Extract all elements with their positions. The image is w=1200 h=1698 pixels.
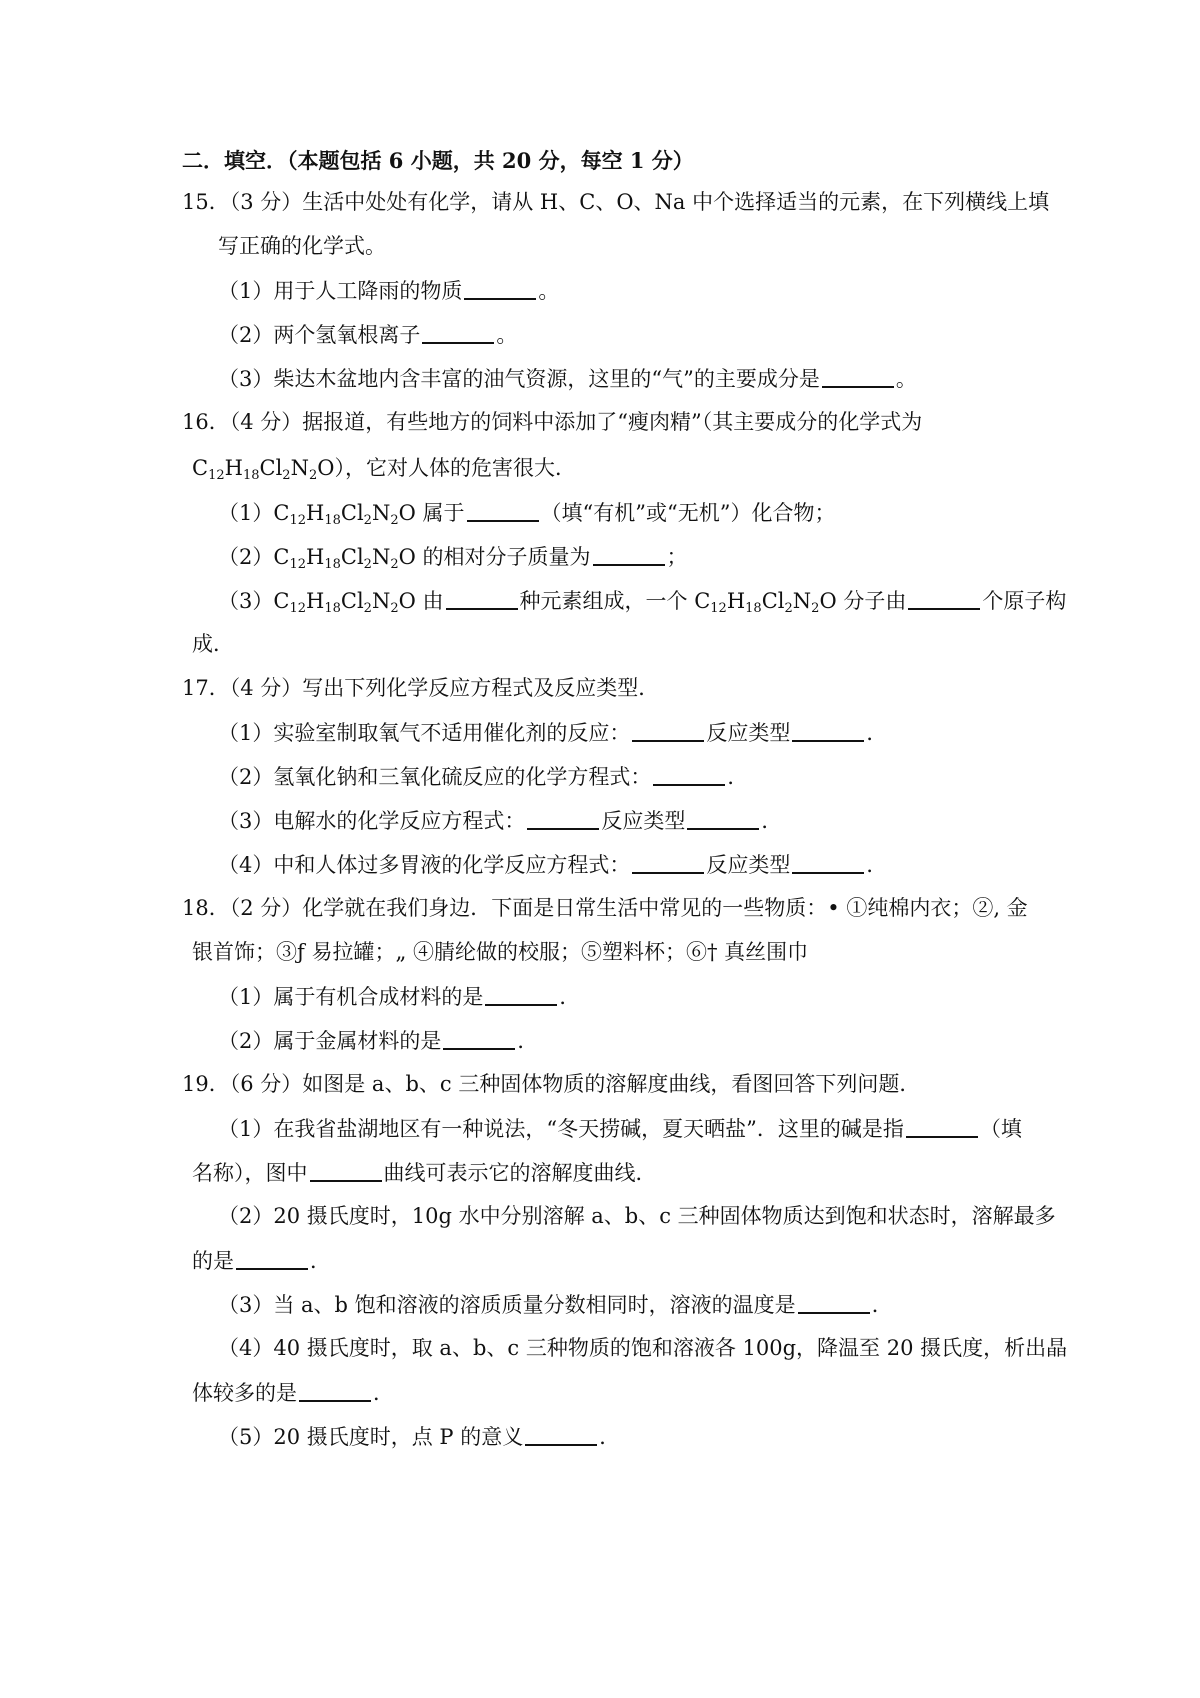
q18-stem-line2: 银首饰；③ƒ 易拉罐；„ ④腈纶做的校服；⑤塑料杯；⑥† 真丝围巾 <box>192 940 809 964</box>
q17-part4: （4）中和人体过多胃液的化学反应方程式： 反应类型 ． <box>218 853 888 877</box>
answer-blank[interactable] <box>464 280 536 300</box>
q16-stem-line2: $C_{12}H_{18}Cl_2N_2O$），它对人体的危害很大． <box>192 456 576 483</box>
answer-blank[interactable] <box>632 722 704 742</box>
answer-blank[interactable] <box>299 1382 371 1402</box>
q19-part4-cont: 体较多的是 ． <box>192 1381 394 1405</box>
answer-blank[interactable] <box>792 722 864 742</box>
formula: $C_{12}H_{18}Cl_2N_2O$ <box>273 501 416 528</box>
section-heading: 二．填空．（本题包括 6 小题，共 20 分，每空 1 分） <box>182 148 694 173</box>
answer-blank[interactable] <box>443 1030 515 1050</box>
q17-stem: 17．（4 分）写出下列化学反应方程式及反应类型． <box>182 676 660 700</box>
q18-part2: （2）属于金属材料的是 ． <box>218 1029 539 1053</box>
q15-part3: （3）柴达木盆地内含丰富的油气资源，这里的“气”的主要成分是 。 <box>218 367 917 391</box>
answer-blank[interactable] <box>525 1426 597 1446</box>
q17-part3: （3）电解水的化学反应方程式： 反应类型 ． <box>218 809 783 833</box>
formula: $C_{12}H_{18}Cl_2N_2O$ <box>273 545 416 572</box>
answer-blank[interactable] <box>236 1250 308 1270</box>
q19-part5: （5）20 摄氏度时，点 P 的意义 ． <box>218 1425 621 1449</box>
answer-blank[interactable] <box>687 810 759 830</box>
answer-blank[interactable] <box>632 854 704 874</box>
q16-stem-line1: 16．（4 分）据报道，有些地方的饲料中添加了“瘦肉精”（其主要成分的化学式为 <box>182 410 923 434</box>
formula: $C_{12}H_{18}Cl_2N_2O$ <box>192 456 335 483</box>
q19-part1: （1）在我省盐湖地区有一种说法，“冬天捞碱，夏天晒盐”．这里的碱是指 （填 <box>218 1117 1022 1141</box>
answer-blank[interactable] <box>908 590 980 610</box>
q19-stem: 19．（6 分）如图是 a、b、c 三种固体物质的溶解度曲线，看图回答下列问题． <box>182 1072 921 1096</box>
q19-part1-cont: 名称），图中 曲线可表示它的溶解度曲线． <box>192 1161 657 1185</box>
formula: $C_{12}H_{18}Cl_2N_2O$ <box>273 589 416 616</box>
answer-blank[interactable] <box>485 986 557 1006</box>
q17-part2: （2）氢氧化钠和三氧化硫反应的化学方程式： ． <box>218 765 749 789</box>
answer-blank[interactable] <box>422 324 494 344</box>
q19-part2-cont: 的是 ． <box>192 1249 331 1273</box>
formula: $C_{12}H_{18}Cl_2N_2O$ <box>694 589 837 616</box>
q15-part1: （1）用于人工降雨的物质 。 <box>218 279 560 303</box>
q17-part1: （1）实验室制取氧气不适用催化剂的反应： 反应类型 ． <box>218 721 888 745</box>
q15-stem-line1: 15．（3 分）生活中处处有化学，请从 H、C、O、Na 中个选择适当的元素，在下列横线上填 <box>182 190 1050 214</box>
q16-part3-cont: 成． <box>192 632 234 656</box>
q18-part1: （1）属于有机合成材料的是 ． <box>218 985 581 1009</box>
q16-part1: $(1)C_{12}H_{18}Cl_2N_2O$ 属于 （填“有机”或“无机”）化合物； <box>218 501 836 528</box>
q15-stem-line2: 写正确的化学式。 <box>218 234 386 258</box>
answer-blank[interactable] <box>527 810 599 830</box>
answer-blank[interactable] <box>310 1162 382 1182</box>
answer-blank[interactable] <box>446 590 518 610</box>
q19-part3: （3）当 a、b 饱和溶液的溶质质量分数相同时，溶液的温度是 ． <box>218 1293 893 1317</box>
answer-blank[interactable] <box>593 546 665 566</box>
q16-part2: $(2)C_{12}H_{18}Cl_2N_2O$ 的相对分子质量为 ； <box>218 545 688 572</box>
answer-blank[interactable] <box>906 1118 978 1138</box>
answer-blank[interactable] <box>792 854 864 874</box>
answer-blank[interactable] <box>822 368 894 388</box>
answer-blank[interactable] <box>653 766 725 786</box>
q18-stem-line1: 18．（2 分）化学就在我们身边．下面是日常生活中常见的一些物质：• ①纯棉内衣；②, 金 <box>182 896 1028 920</box>
answer-blank[interactable] <box>798 1294 870 1314</box>
q19-part4: （4）40 摄氏度时，取 a、b、c 三种物质的饱和溶液各 100g，降温至 20 摄氏度，析出晶 <box>218 1336 1068 1360</box>
q15-part2: （2）两个氢氧根离子 。 <box>218 323 518 347</box>
q16-part3: $(3)C_{12}H_{18}Cl_2N_2O$ 由 种元素组成，一个 $C_{12}H_{18}Cl_2N_2O$ 分子由 个原子构 <box>218 589 1067 616</box>
answer-blank[interactable] <box>467 502 539 522</box>
q19-part2: （2）20 摄氏度时，10g 水中分别溶解 a、b、c 三种固体物质达到饱和状态时，溶解最多 <box>218 1204 1056 1228</box>
